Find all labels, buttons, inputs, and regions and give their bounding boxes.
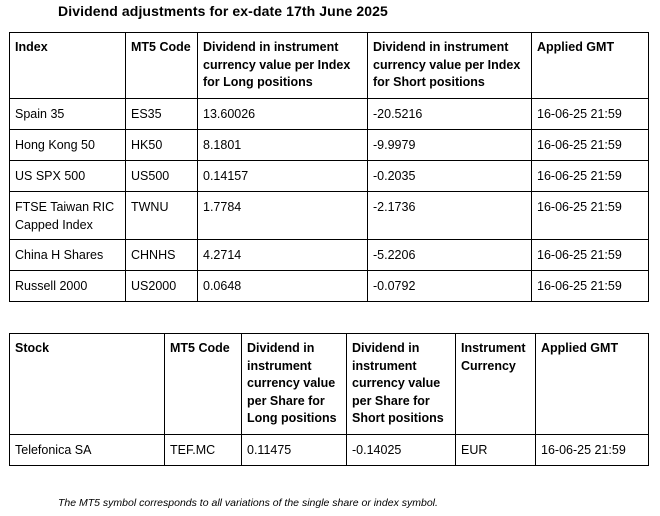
applied-gmt-cell: 16-06-25 21:59 (532, 99, 649, 130)
mt5-code-cell: TEF.MC (165, 435, 242, 466)
index-name-cell: China H Shares (10, 240, 126, 271)
long-dividend-cell: 0.11475 (242, 435, 347, 466)
table-row (10, 192, 649, 240)
short-dividend-cell: -20.5216 (368, 99, 532, 130)
index-name-cell: Spain 35 (10, 99, 126, 130)
short-dividend-cell: -0.0792 (368, 271, 532, 302)
page-title: Dividend adjustments for ex-date 17th June 2025 (58, 3, 388, 19)
applied-gmt-cell: 16-06-25 21:59 (532, 271, 649, 302)
mt5-code-cell: ES35 (126, 99, 198, 130)
mt5-code-cell: TWNU (126, 192, 198, 240)
table-row (10, 99, 649, 130)
index-header-long-dividend: Dividend in instrument currency value per Index for Long positions (198, 33, 368, 99)
long-dividend-cell: 4.2714 (198, 240, 368, 271)
long-dividend-cell: 0.0648 (198, 271, 368, 302)
long-dividend-cell: 1.7784 (198, 192, 368, 240)
table-row (10, 271, 649, 302)
stock-header-long-dividend: Dividend in instrument currency value per Share for Long positions (242, 334, 347, 435)
stock-name-cell: Telefonica SA (10, 435, 165, 466)
currency-cell: EUR (456, 435, 536, 466)
table-row (10, 161, 649, 192)
stock-header-stock: Stock (10, 334, 165, 435)
mt5-code-cell: CHNHS (126, 240, 198, 271)
index-dividend-table (9, 32, 649, 302)
short-dividend-cell: -5.2206 (368, 240, 532, 271)
applied-gmt-cell: 16-06-25 21:59 (532, 240, 649, 271)
applied-gmt-cell: 16-06-25 21:59 (532, 161, 649, 192)
index-header-applied-gmt: Applied GMT (532, 33, 649, 99)
stock-header-applied-gmt: Applied GMT (536, 334, 649, 435)
footnote: The MT5 symbol corresponds to all variations of the single share or index symbol. (58, 497, 438, 509)
short-dividend-cell: -2.1736 (368, 192, 532, 240)
table-row (10, 240, 649, 271)
stock-header-mt5-code: MT5 Code (165, 334, 242, 435)
mt5-code-cell: US2000 (126, 271, 198, 302)
index-name-cell: US SPX 500 (10, 161, 126, 192)
stock-header-short-dividend: Dividend in instrument currency value per Share for Short positions (347, 334, 456, 435)
index-name-cell: FTSE Taiwan RIC Capped Index (10, 192, 126, 240)
index-header-short-dividend: Dividend in instrument currency value per Index for Short positions (368, 33, 532, 99)
index-table-header-row (10, 33, 649, 99)
applied-gmt-cell: 16-06-25 21:59 (532, 130, 649, 161)
mt5-code-cell: HK50 (126, 130, 198, 161)
stock-table-header-row (10, 334, 649, 435)
long-dividend-cell: 8.1801 (198, 130, 368, 161)
mt5-code-cell: US500 (126, 161, 198, 192)
index-header-mt5-code: MT5 Code (126, 33, 198, 99)
short-dividend-cell: -9.9979 (368, 130, 532, 161)
index-header-index: Index (10, 33, 126, 99)
index-name-cell: Hong Kong 50 (10, 130, 126, 161)
table-row (10, 130, 649, 161)
long-dividend-cell: 13.60026 (198, 99, 368, 130)
applied-gmt-cell: 16-06-25 21:59 (532, 192, 649, 240)
short-dividend-cell: -0.2035 (368, 161, 532, 192)
short-dividend-cell: -0.14025 (347, 435, 456, 466)
stock-header-instrument-currency: Instrument Currency (456, 334, 536, 435)
index-name-cell: Russell 2000 (10, 271, 126, 302)
stock-dividend-table (9, 333, 649, 466)
table-row (10, 435, 649, 466)
applied-gmt-cell: 16-06-25 21:59 (536, 435, 649, 466)
long-dividend-cell: 0.14157 (198, 161, 368, 192)
